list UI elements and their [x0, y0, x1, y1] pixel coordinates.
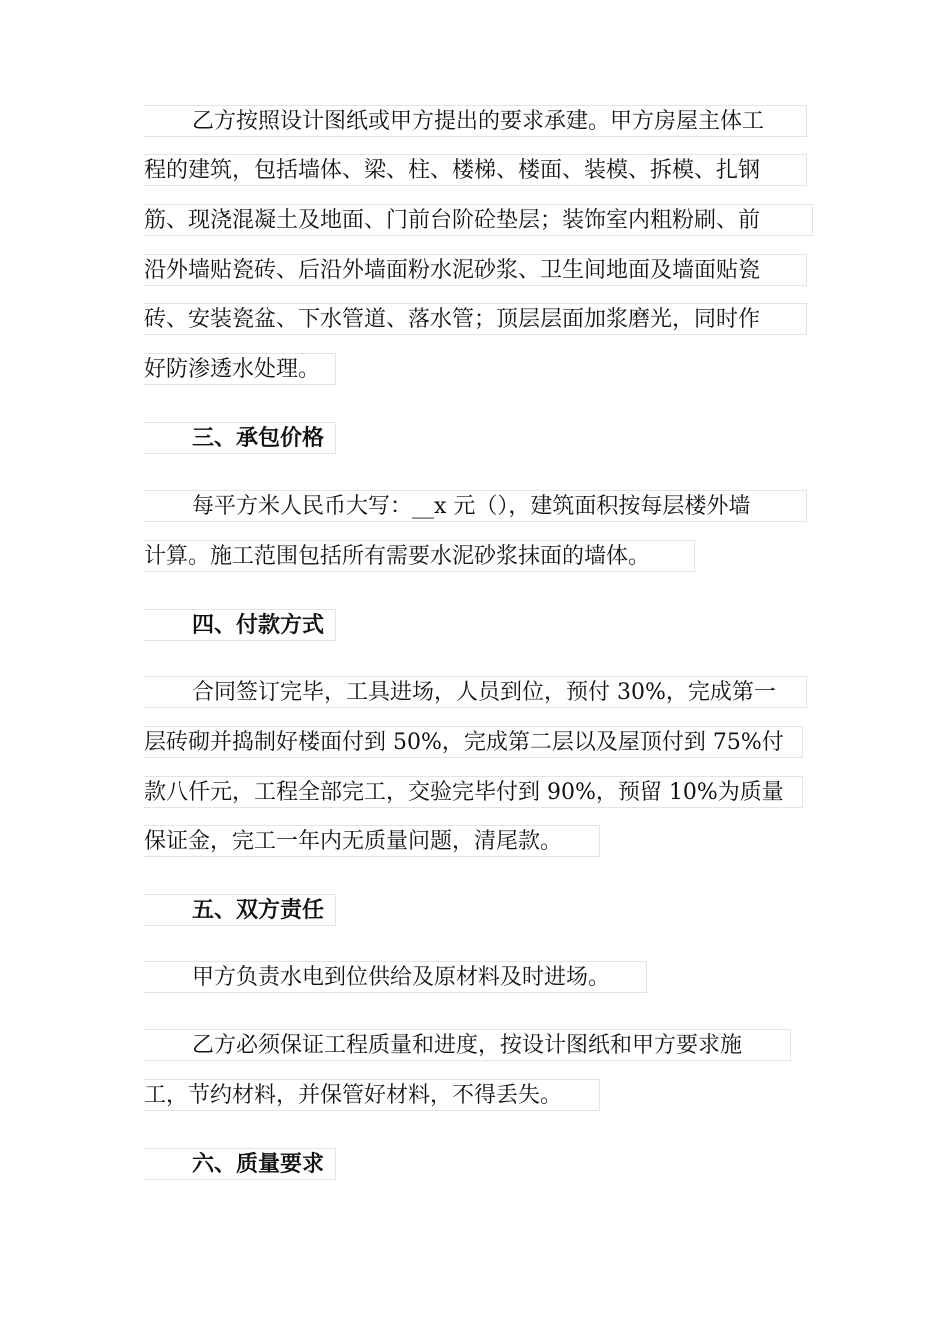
paragraph-line: 保证金，完工一年内无质量问题，清尾款。 — [144, 825, 600, 857]
paragraph-line: 好防渗透水处理。 — [144, 353, 336, 385]
paragraph-line: 程的建筑，包括墙体、梁、柱、楼梯、楼面、装模、拆模、扎钢 — [144, 154, 807, 186]
paragraph-line: 每平方米人民币大写：__x 元（），建筑面积按每层楼外墙 — [144, 490, 807, 522]
paragraph-line: 筋、现浇混凝土及地面、门前台阶砼垫层；装饰室内粗粉刷、前 — [144, 204, 813, 236]
paragraph-line: 层砖砌并捣制好楼面付到 50%，完成第二层以及屋顶付到 75%付 — [144, 726, 803, 758]
paragraph-line: 计算。施工范围包括所有需要水泥砂浆抹面的墙体。 — [144, 540, 695, 572]
section-heading: 六、质量要求 — [144, 1148, 336, 1180]
section-heading: 三、承包价格 — [144, 422, 336, 454]
paragraph-line: 款八仟元，工程全部完工，交验完毕付到 90%，预留 10%为质量 — [144, 776, 803, 808]
paragraph-line: 沿外墙贴瓷砖、后沿外墙面粉水泥砂浆、卫生间地面及墙面贴瓷 — [144, 254, 807, 286]
paragraph-line: 甲方负责水电到位供给及原材料及时进场。 — [144, 961, 647, 993]
paragraph-line: 工，节约材料，并保管好材料，不得丢失。 — [144, 1079, 600, 1111]
paragraph-line: 乙方必须保证工程质量和进度，按设计图纸和甲方要求施 — [144, 1029, 791, 1061]
paragraph-line: 合同签订完毕，工具进场，人员到位，预付 30%，完成第一 — [144, 676, 807, 708]
section-heading: 四、付款方式 — [144, 609, 336, 641]
paragraph-line: 乙方按照设计图纸或甲方提出的要求承建。甲方房屋主体工 — [144, 105, 807, 137]
paragraph-line: 砖、安装瓷盆、下水管道、落水管；顶层层面加浆磨光，同时作 — [144, 303, 807, 335]
section-heading: 五、双方责任 — [144, 894, 336, 926]
